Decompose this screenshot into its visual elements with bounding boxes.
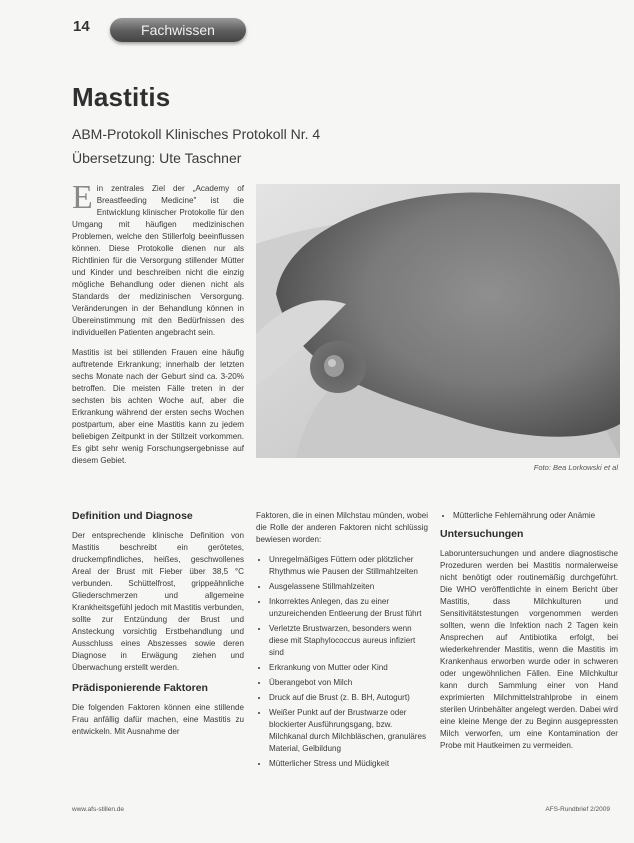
translator-credit: Übersetzung: Ute Taschner [72,150,242,166]
footer-issue: AFS-Rundbrief 2/2009 [545,806,610,813]
article-subtitle: ABM-Protokoll Klinisches Protokoll Nr. 4 [72,126,321,142]
list-item: • Unregelmäßiges Füttern oder plötzlicher Rhythmus wie Pausen der Stillmahlzeiten [269,554,428,578]
intro-paragraph-1-text: in zentrales Ziel der „Academy of Breastfeeding Medicine" ist die Entwicklung klinischer Protokolle für den Umgang mit häufigen medizinischen Problemen, welche den Stillerfolg beeinflussen können. Diese Protokolle dienen nur als Richtlinien für die Versorgung stillender Mütter und Kinder und beschreiben nicht die einzig mögliche Behandlung oder dienen nicht als Standards der medizinischen Versorgung. Veränderungen in der Behandlung können in Übereinstimmung mit den Bedürfnissen des individuellen Patienten angebracht sein. [72,184,244,337]
definition-paragraph: Der entsprechende klinische Definition von Mastitis beschreibt ein gerötetes, druckempfindliches, heißes, geschwollenes Areal der Brust mit Fieber über 38,5 °C verbunden. Schüttelfrost, grippeähnliche Gliederschmerzen und allgemeine Krankheitsgefühl jedoch mit Mastitis verbunden, sollte zur Entzündung der Brust und Ansteckung vorsichtig Erstbehandlung und Ausschluss eines Abszesses sowie deren Diagnose in Erwägung ziehen und Überwachung erstellt werden. [72,531,244,672]
footer-url: www.afs-stillen.de [72,806,125,813]
list-item: • Druck auf die Brust (z. B. BH, Autogurt) [269,692,428,704]
list-item: • Weißer Punkt auf der Brustwarze oder blockierter Ausführungsgang, bzw. Milchkanal durch Milchbläschen, granuläres Material, Gelbildung [269,707,428,755]
list-item: • Mütterliche Fehlernährung oder Anämie [453,510,618,522]
article-photo [256,184,620,458]
factors-paragraph: Die folgenden Faktoren können eine stillende Frau anfällig dafür machen, eine Mastitis zu entwickeln. Mit Ausnahme der [72,703,244,736]
column-1 [72,510,244,746]
list-item: • Erkrankung von Mutter oder Kind [269,662,428,674]
intro-paragraph-2: Mastitis ist bei stillenden Frauen eine häufig auftretende Erkrankung; innerhalb der letzten sechs Monate nach der Geburt sind ca. 3-20% betroffen. Die meisten Fälle treten in der sechsten bis achten Woche auf, aber die Erkrankung während der ersten sechs Wochen postpartum, aber eine Mastitis kann zu jedem beliebigen Zeitpunkt in der Stillzeit vorkommen. Es gibt sehr wenig Forschungsergebnisse auf diesem Gebiet. [72,348,244,465]
factor-list-continued [440,510,618,522]
heading-examinations: Untersuchungen [440,528,524,540]
article-title: Mastitis [72,82,171,112]
intro-paragraph-1 [72,179,244,339]
page-number: 14 [73,18,90,35]
drop-cap: E [72,179,93,216]
factors-continued: Faktoren, die in einen Milchstau münden, wobei die Rolle der anderen Faktoren nicht schlüssig bewiesen worden: [256,511,428,544]
list-item: • Mütterlicher Stress und Müdigkeit [269,758,428,770]
photo-caption: Foto: Bea Lorkowski et al [533,463,618,472]
column-2 [256,510,428,776]
list-item: • Ausgelassene Stillmahlzeiten [269,581,428,593]
heading-predisposing-factors: Prädisponierende Faktoren [72,682,208,694]
section-label: Fachwissen [110,18,246,42]
column-3 [440,510,618,760]
list-item: • Verletzte Brustwarzen, besonders wenn diese mit Staphylococcus aureus infiziert sind [269,623,428,659]
list-item: • Inkorrektes Anlegen, das zu einer unzureichenden Entleerung der Brust führt [269,596,428,620]
intro-text [72,179,244,475]
list-item: • Überangebot von Milch [269,677,428,689]
factor-list [256,554,428,770]
heading-definition: Definition und Diagnose [72,510,193,522]
examinations-paragraph: Laboruntersuchungen und andere diagnostische Prozeduren werden bei Mastitis normalerweise nicht benötigt oder routinemäßig durchgeführt. Die WHO veröffentlichte in einem Bericht über Mastitis, dass Milchkulturen und Sensitivitätstestungen vorgenommen werden sollten, wenn die Infektion nach 2 Tagen kein Ansprechen auf Antibiotika erfolgt, bei wiederkehrender Mastitis, wenn die Mastitis im Krankenhaus erworben wurde oder in schweren oder ungewöhnlichen Fällen. Eine Milchkultur kann durch Sammlung einer von Hand exprimierten Milchmittelstrahlprobe in einem sterilen Urinbehälter angelegt werden. Dabei wird eine kleine Menge der zu Beginn ausgepressten Milch verworfen, um eine Kontamination der Probe mit Hautkeimen zu vermeiden. [440,549,618,750]
